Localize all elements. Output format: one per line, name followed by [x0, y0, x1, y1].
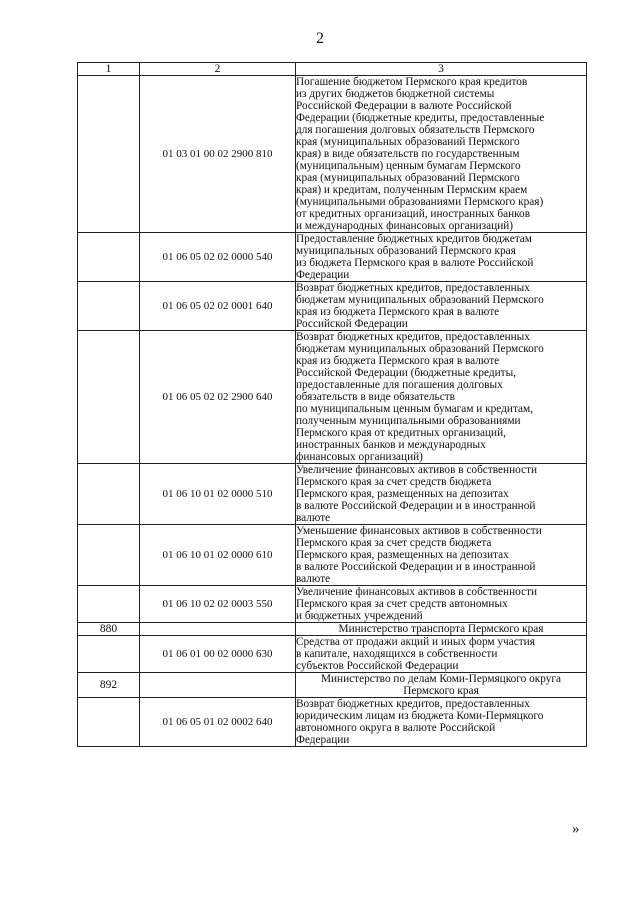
description-line: в валюте Российской Федерации и в иностранной	[296, 561, 536, 573]
budget-code-cell: 01 06 05 02 02 0001 640	[140, 282, 296, 331]
description-line: Пермского края за счет средств автономных	[296, 598, 508, 610]
admin-code-cell	[78, 331, 140, 464]
description-line: Пермского края, размещенных на депозитах	[296, 488, 509, 500]
description-line: Возврат бюджетных кредитов, предоставленных	[296, 698, 530, 710]
description-cell	[296, 623, 587, 636]
header-col-1: 1	[78, 63, 140, 76]
description-line: предоставленные для погашения долговых	[296, 379, 503, 391]
table-row	[78, 233, 587, 282]
description-line: для погашения долговых обязательств Пермского	[296, 124, 535, 136]
budget-code-cell: 01 06 05 02 02 2900 640	[140, 331, 296, 464]
description-line: Федерации	[296, 734, 350, 746]
description-line: Пермского края	[403, 685, 479, 697]
budget-code-cell: 01 06 01 00 02 0000 630	[140, 636, 296, 673]
admin-code-cell	[78, 525, 140, 586]
description-line: валюте	[296, 512, 331, 524]
description-line: Пермского края, размещенных на депозитах	[296, 549, 509, 561]
description-line: Предоставление бюджетных кредитов бюджетам	[296, 233, 532, 245]
table-row	[78, 525, 587, 586]
description-line: Российской Федерации	[296, 318, 408, 330]
description-line: Возврат бюджетных кредитов, предоставленных	[296, 331, 530, 343]
description-cell	[296, 233, 587, 282]
description-line: Возврат бюджетных кредитов, предоставленных	[296, 282, 530, 294]
description-cell	[296, 698, 587, 747]
description-line: Пермского края за счет средств бюджета	[296, 537, 492, 549]
admin-code-cell: 880	[78, 623, 140, 636]
description-line: и международных финансовых организаций)	[296, 220, 514, 232]
description-cell	[296, 525, 587, 586]
budget-code-cell: 01 06 10 01 02 0000 610	[140, 525, 296, 586]
description-line: края (муниципальных образований Пермского	[296, 136, 520, 148]
description-line: финансовых организаций)	[296, 451, 423, 463]
description-line: иностранных банков и международных	[296, 439, 486, 451]
description-line: бюджетам муниципальных образований Пермского	[296, 294, 544, 306]
table-header-row	[78, 63, 587, 76]
description-line: из других бюджетов бюджетной системы	[296, 88, 495, 100]
description-cell	[296, 331, 587, 464]
budget-code-cell	[140, 623, 296, 636]
description-line: юридическим лицам из бюджета Коми-Пермяцкого	[296, 710, 544, 722]
description-line: субъектов Российской Федерации	[296, 660, 459, 672]
budget-code-cell: 01 06 10 01 02 0000 510	[140, 464, 296, 525]
description-line: края) в виде обязательств по государственным	[296, 148, 520, 160]
description-line: Пермского края за счет средств бюджета	[296, 476, 492, 488]
description-line: и бюджетных учреждений	[296, 610, 423, 622]
description-line: Увеличение финансовых активов в собственности	[296, 464, 538, 476]
description-line: от кредитных организаций, иностранных банков	[296, 208, 531, 220]
closing-quote-mark: »	[572, 821, 580, 837]
description-line: Увеличение финансовых активов в собственности	[296, 586, 538, 598]
description-line: края) и кредитам, полученным Пермским краем	[296, 184, 528, 196]
description-line: по муниципальным ценным бумагам и кредитам,	[296, 403, 534, 415]
description-line: муниципальных образований Пермского края	[296, 245, 516, 257]
description-line: в валюте Российской Федерации и в иностранной	[296, 500, 536, 512]
admin-code-cell	[78, 282, 140, 331]
description-cell	[296, 586, 587, 623]
admin-code-cell	[78, 586, 140, 623]
description-line: (муниципальным) ценным бумагам Пермского	[296, 160, 521, 172]
description-cell	[296, 636, 587, 673]
description-line: Средства от продажи акций и иных форм участия	[296, 636, 535, 648]
description-line: в капитале, находящихся в собственности	[296, 648, 498, 660]
description-line: бюджетам муниципальных образований Пермского	[296, 343, 544, 355]
budget-code-cell: 01 06 05 01 02 0002 640	[140, 698, 296, 747]
admin-code-cell	[78, 698, 140, 747]
description-line: Министерство транспорта Пермского края	[338, 623, 544, 635]
budget-code-cell: 01 06 05 02 02 0000 540	[140, 233, 296, 282]
description-line: Федерации (бюджетные кредиты, предоставленные	[296, 112, 545, 124]
page-number: 2	[316, 30, 324, 47]
table-row	[78, 586, 587, 623]
budget-code-cell: 01 06 10 02 02 0003 550	[140, 586, 296, 623]
description-line: автономного округа в валюте Российской	[296, 722, 496, 734]
description-line: Погашение бюджетом Пермского края кредитов	[296, 76, 528, 88]
budget-sources-table	[77, 62, 587, 747]
description-line: края (муниципальных образований Пермского	[296, 172, 520, 184]
description-line: Федерации	[296, 269, 350, 281]
table-row	[78, 673, 587, 698]
table-row	[78, 636, 587, 673]
header-col-3: 3	[296, 63, 587, 76]
table-row	[78, 464, 587, 525]
description-line: валюте	[296, 573, 331, 585]
description-line: из бюджета Пермского края в валюте Российской	[296, 257, 534, 269]
budget-code-cell	[140, 673, 296, 698]
table-row	[78, 331, 587, 464]
admin-code-cell	[78, 76, 140, 233]
description-line: Российской Федерации в валюте Российской	[296, 100, 512, 112]
description-line: Уменьшение финансовых активов в собственности	[296, 525, 542, 537]
description-line: Пермского края от кредитных организаций,	[296, 427, 506, 439]
description-cell	[296, 464, 587, 525]
table-body	[78, 76, 587, 747]
admin-code-cell	[78, 464, 140, 525]
admin-code-cell	[78, 233, 140, 282]
description-line: края из бюджета Пермского края в валюте	[296, 306, 500, 318]
table-row	[78, 698, 587, 747]
description-cell	[296, 76, 587, 233]
description-line: Министерство по делам Коми-Пермяцкого округа	[320, 673, 562, 685]
table-row	[78, 76, 587, 233]
description-line: (муниципальными образованиями Пермского края)	[296, 196, 544, 208]
admin-code-cell: 892	[78, 673, 140, 698]
description-cell	[296, 282, 587, 331]
header-col-2: 2	[140, 63, 296, 76]
description-line: обязательств в виде обязательств	[296, 391, 455, 403]
description-line: края из бюджета Пермского края в валюте	[296, 355, 500, 367]
description-line: Российской Федерации (бюджетные кредиты,	[296, 367, 517, 379]
description-line: полученным муниципальными образованиями	[296, 415, 521, 427]
admin-code-cell	[78, 636, 140, 673]
table-row	[78, 623, 587, 636]
description-cell	[296, 673, 587, 698]
budget-code-cell: 01 03 01 00 02 2900 810	[140, 76, 296, 233]
table-row	[78, 282, 587, 331]
